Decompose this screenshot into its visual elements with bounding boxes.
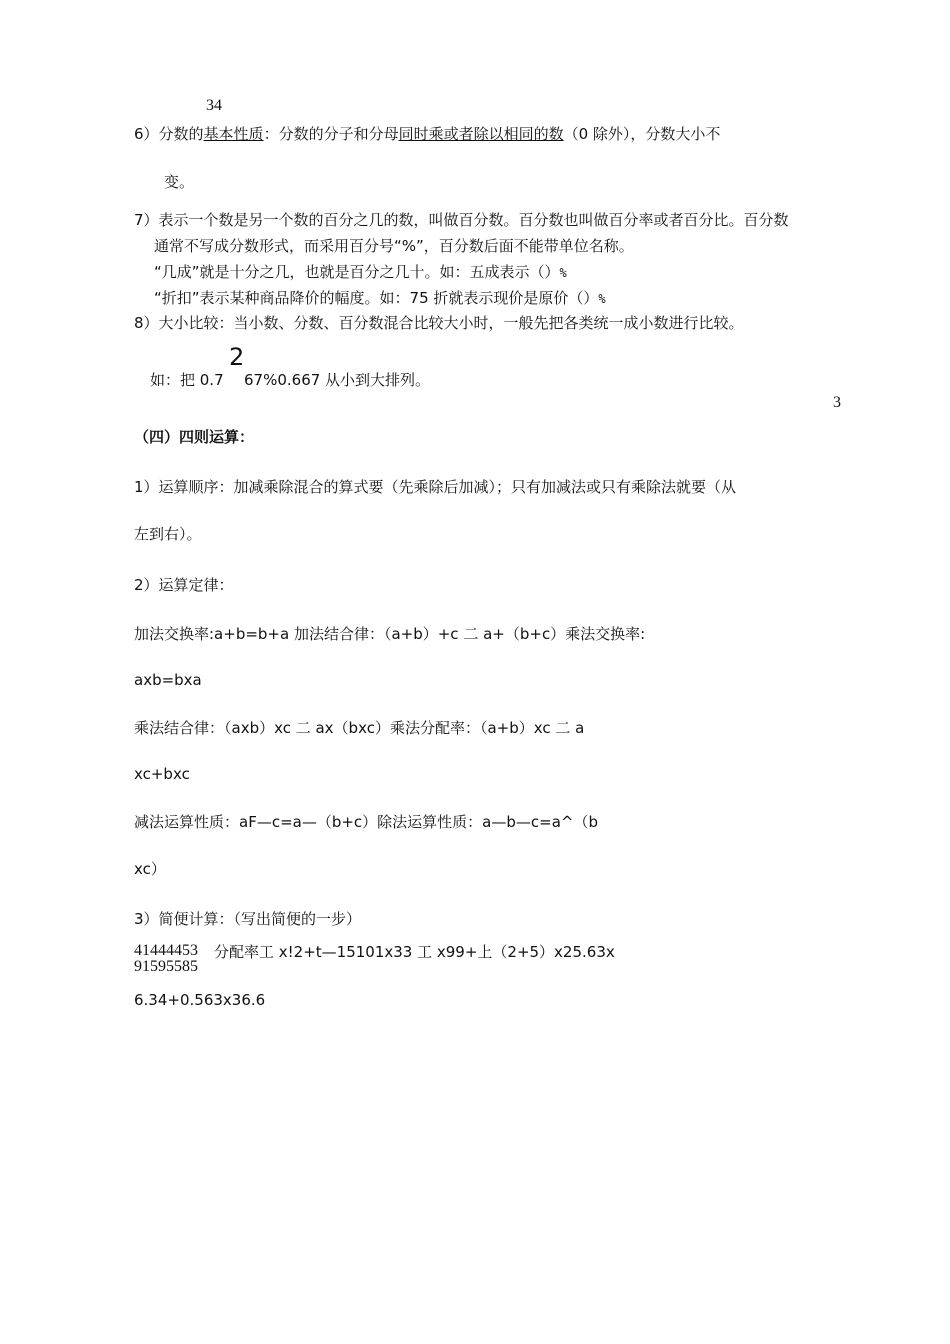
section-7-line-4 (154, 288, 606, 309)
section-4-heading: （四）四则运算： (134, 428, 255, 446)
section-8-example-a: 如：把 0.7 (150, 371, 224, 389)
section-7-line-2: 通常不写成分数形式，而采用百分号“%”，百分数后面不能带单位名称。 (154, 237, 634, 255)
section-7-line-3-text: “几成”就是十分之几，也就是百分之几十。如：五成表示（） (154, 263, 560, 281)
section-7-line-3 (154, 262, 567, 283)
fraction-denominator-fragment-right: 3 (833, 394, 841, 411)
operation-order-line-1: 1）运算顺序：加减乘除混合的算式要（先乘除后加减）；只有加减法或只有乘除法就要（从 (134, 478, 737, 496)
operation-laws-heading: 2）运算定律： (134, 576, 234, 594)
fraction-numerator-fragment: 2 (229, 343, 245, 371)
laws-line-5: 减法运算性质：aF—c=a—（b+c）除法运算性质：a—b—c=a^（b (134, 813, 598, 831)
calc-line-1: 分配率工 x!2+t—15101x33 工 x99+上（2+5）x25.63x (214, 943, 615, 961)
section-6-term-same-number: 同时乘或者除以相同的数 (398, 125, 564, 143)
section-7-line-4-text: “折扣”表示某种商品降价的幅度。如：75 折就表示现价是原价（） (154, 289, 599, 307)
section-6-mid: ：分数的分子和分母 (263, 125, 399, 143)
calc-digits-top: 41444453 (134, 942, 198, 959)
section-8-line-1: 8）大小比较：当小数、分数、百分数混合比较大小时，一般先把各类统一成小数进行比较。 (134, 314, 744, 332)
section-6-term-basic-property: 基本性质 (203, 125, 264, 143)
calc-digits-bottom: 91595585 (134, 958, 198, 975)
simple-calc-heading: 3）简便计算：（写出简便的一步） (134, 910, 362, 928)
calc-line-2: 6.34+0.563x36.6 (134, 991, 266, 1009)
laws-line-4: xc+bxc (134, 765, 190, 783)
section-8-example-b: 67%0.667 从小到大排列。 (244, 371, 431, 389)
fraction-denominator-fragment: 34 (206, 97, 222, 114)
laws-line-3: 乘法结合律：（axb）xc 二 ax（bxc）乘法分配率：（a+b）xc 二 a (134, 719, 585, 737)
section-6-prefix: 6）分数的 (134, 125, 204, 143)
section-6-line-1 (134, 124, 720, 144)
laws-line-2: axb=bxa (134, 671, 202, 689)
section-7-line-1: 7）表示一个数是另一个数的百分之几的数，叫做百分数。百分数也叫做百分率或者百分比。百分数 (134, 211, 789, 229)
section-7-line-4-percent: % (598, 292, 606, 306)
laws-line-6: xc） (134, 860, 166, 878)
section-6-line-2: 变。 (164, 173, 195, 191)
section-7-line-3-percent: % (559, 266, 567, 280)
section-6-suffix: （0 除外），分数大小不 (563, 125, 721, 143)
laws-line-1: 加法交换率:a+b=b+a 加法结合律：（a+b）+c 二 a+（b+c）乘法交换率: (134, 625, 646, 643)
operation-order-line-2: 左到右）。 (134, 525, 202, 543)
